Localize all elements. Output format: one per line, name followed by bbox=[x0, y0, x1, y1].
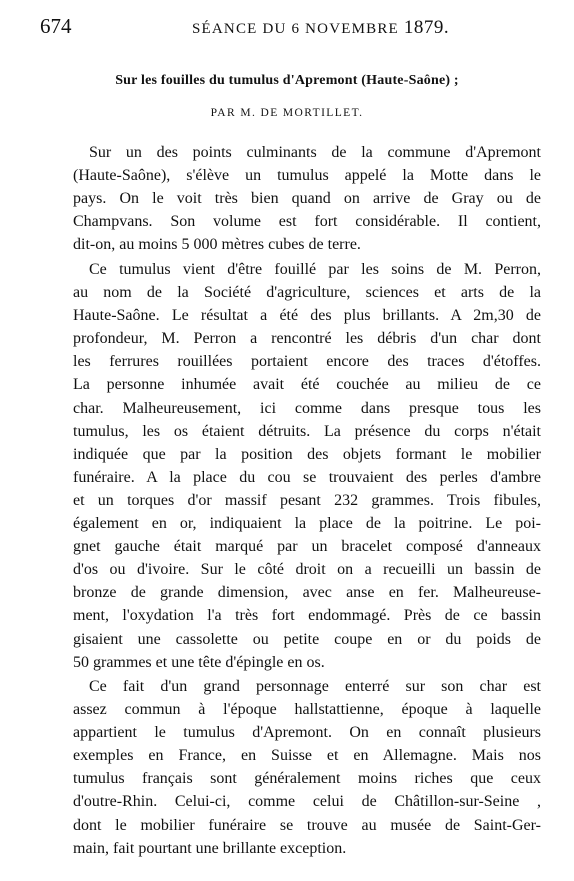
paragraph-line: char. Malheureusement, ici comme dans presque tous les bbox=[73, 399, 541, 417]
paragraph-line: et un torques d'or massif pesant 232 grammes. Trois fibules, bbox=[73, 491, 541, 509]
article-byline: PAR M. DE MORTILLET. bbox=[210, 107, 364, 119]
paragraph-line: profondeur, M. Perron a rencontré les débris d'un char dont bbox=[73, 330, 541, 348]
paragraph-line: pays. On le voit très bien quand on arrive de Gray ou de bbox=[73, 190, 541, 208]
paragraph-2 bbox=[73, 258, 541, 674]
paragraph-line: (Haute-Saône), s'élève un tumulus appelé la Motte dans le bbox=[73, 167, 541, 185]
paragraph-line: dit-on, au moins 5 000 mètres cubes de terre. bbox=[73, 236, 361, 254]
paragraph-line: bronze de grande dimension, avec anse en fer. Malheureuse- bbox=[73, 584, 541, 602]
paragraph-line: assez commun à l'époque hallstattienne, époque à laquelle bbox=[73, 701, 541, 719]
page-header bbox=[0, 14, 574, 44]
paragraph-line: tumulus français sont généralement moins riches que ceux bbox=[73, 770, 541, 788]
paragraph-line: d'outre-Rhin. Celui-ci, comme celui de Châtillon-sur-Seine , bbox=[73, 793, 541, 811]
paragraph-line: main, fait pourtant une brillante exception. bbox=[73, 839, 347, 857]
paragraph-line: les ferrures rouillées portaient encore des traces d'étoffes. bbox=[73, 353, 541, 371]
paragraph-line: gnet gauche était marqué par un bracelet composé d'anneaux bbox=[73, 538, 541, 556]
paragraph-3 bbox=[73, 675, 541, 860]
paragraph-line: Ce tumulus vient d'être fouillé par les soins de M. Perron, bbox=[89, 261, 541, 278]
running-head-text: SÉANCE DU 6 NOVEMBRE bbox=[192, 21, 399, 37]
paragraph-line: Champvans. Son volume est fort considérable. Il contient, bbox=[73, 213, 541, 231]
article-title: Sur les fouilles du tumulus d'Apremont (Haute-Saône) ; bbox=[115, 73, 459, 88]
paragraph-1 bbox=[73, 141, 541, 256]
paragraph-line: Ce fait d'un grand personnage enterré sur son char est bbox=[89, 678, 541, 695]
paragraph-line: appartient le tumulus d'Apremont. On en connaît plusieurs bbox=[73, 724, 541, 742]
running-head bbox=[192, 17, 449, 39]
paragraph-line: tumulus, les os étaient détruits. La présence du corps n'était bbox=[73, 422, 541, 440]
paragraph-line: exemples en France, en Suisse et en Allemagne. Mais nos bbox=[73, 747, 541, 765]
paragraph-line: La personne inhumée avait été couchée au milieu de ce bbox=[73, 376, 541, 394]
paragraph-line: indiquée que par la position des objets formant le mobilier bbox=[73, 445, 541, 463]
paragraph-line: dont le mobilier funéraire se trouve au musée de Saint-Ger- bbox=[73, 816, 541, 834]
paragraph-line: également en or, indiquaient la place de la poitrine. Le poi- bbox=[73, 515, 541, 533]
paragraph-line: Sur un des points culminants de la commune d'Apremont bbox=[89, 144, 541, 161]
paragraph-line: 50 grammes et une tête d'épingle en os. bbox=[73, 653, 325, 671]
paragraph-line: funéraire. A la place du cou se trouvaient des perles d'ambre bbox=[73, 468, 541, 486]
paragraph-line: Haute-Saône. Le résultat a été des plus brillants. A 2m,30 de bbox=[73, 307, 541, 325]
paragraph-line: d'os ou d'ivoire. Sur le côté droit on a recueilli un bassin de bbox=[73, 561, 541, 579]
page-number: 674 bbox=[40, 14, 72, 38]
running-head-year: 1879. bbox=[403, 17, 450, 38]
paragraph-line: gisaient une cassolette ou petite coupe en or du poids de bbox=[73, 630, 541, 648]
paragraph-line: ment, l'oxydation l'a très fort endommagé. Près de ce bassin bbox=[73, 607, 541, 625]
paragraph-line: au nom de la Société d'agriculture, sciences et arts de la bbox=[73, 284, 541, 302]
